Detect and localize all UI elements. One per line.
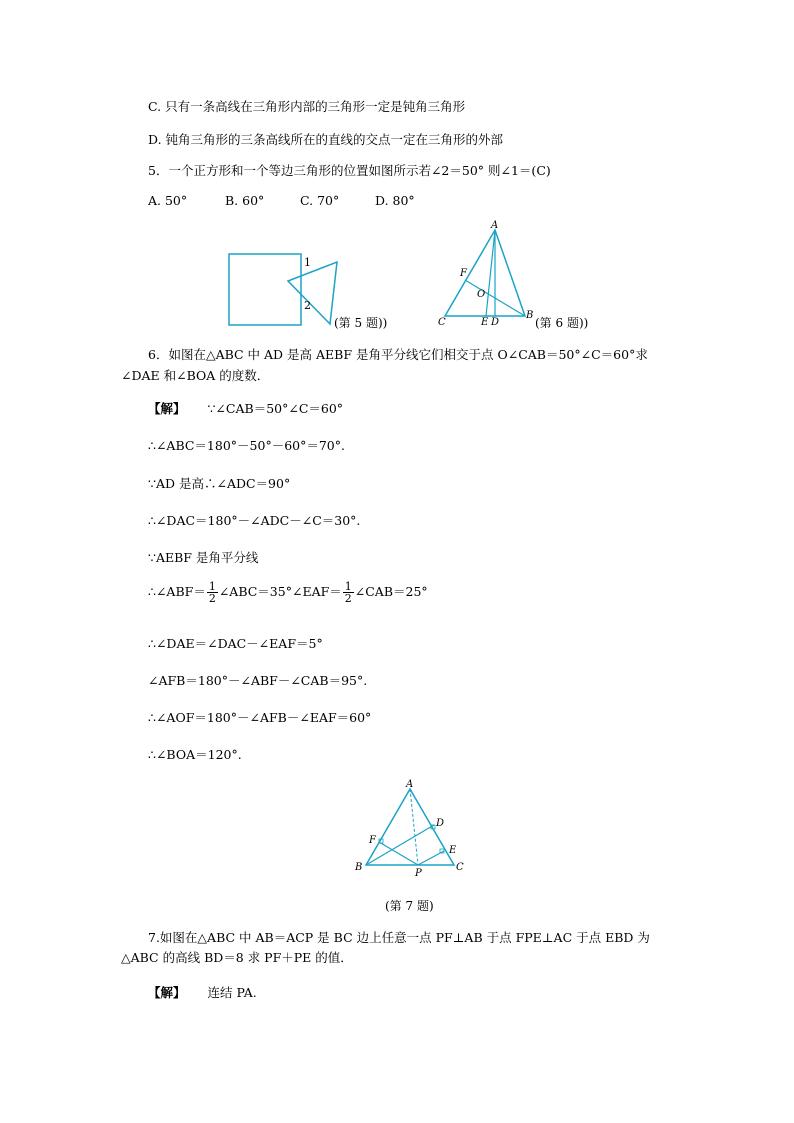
label-c: C [456, 862, 464, 873]
label-f: F [460, 268, 467, 279]
option-c: C. 只有一条高线在三角形内部的三角形一定是钝角三角形 [148, 99, 466, 114]
label-c: C [438, 317, 446, 328]
step-6-part-c: ∠CAB＝25° [354, 584, 428, 599]
figure-7 [352, 777, 472, 877]
question-5: 5．一个正方形和一个等边三角形的位置如图所示若∠2＝50° 则∠1＝(C) [148, 163, 551, 178]
question-6-line-1: 6．如图在△ABC 中 AD 是高 AEBF 是角平分线它们相交于点 O∠CAB＝50°∠C＝60°求 [148, 347, 648, 362]
figure-7-caption: (第 7 题) [385, 899, 434, 913]
label-b: B [355, 862, 363, 873]
solution-7-tag: 【解】 [148, 985, 186, 1000]
choice-c: C. 70° [300, 193, 340, 208]
choice-a: A. 50° [148, 193, 188, 208]
figure-6 [430, 218, 540, 333]
question-5-choices [148, 193, 415, 208]
solution-step-4: ∴∠DAC＝180°－∠ADC－∠C＝30°. [148, 513, 361, 528]
altitude-bd [366, 825, 434, 865]
fraction-denominator: 2 [208, 592, 216, 605]
solution-7 [148, 983, 257, 1001]
question-6-line-2: ∠DAE 和∠BOA 的度数． [121, 368, 270, 383]
solution-tag: 【解】 [148, 401, 186, 416]
triangle-shape [288, 262, 337, 324]
choice-b: B. 60° [225, 193, 265, 208]
square-shape [229, 254, 301, 325]
solution-step-7: ∴∠DAE＝∠DAC－∠EAF＝5° [148, 636, 323, 651]
label-e: E [481, 317, 489, 328]
label-b: B [526, 310, 534, 321]
solution-step-1: ∵∠CAB＝50°∠C＝60° [207, 401, 344, 416]
fraction-half [207, 581, 218, 604]
solution-step-6 [148, 581, 428, 604]
solution-step-10: ∴∠BOA＝120°. [148, 747, 242, 762]
label-d: D [491, 317, 500, 328]
fraction-numerator: 1 [208, 580, 216, 593]
label-d: D [436, 818, 445, 829]
label-a: A [491, 220, 499, 231]
fraction-denominator-2: 2 [344, 592, 352, 605]
angle-1-label: 1 [304, 256, 311, 269]
option-d: D. 钝角三角形的三条高线所在的直线的交点一定在三角形的外部 [148, 132, 504, 147]
question-7-line-2: △ABC 的高线 BD＝8 求 PF＋PE 的值． [121, 950, 353, 965]
step-6-part-b: ∠ABC＝35°∠EAF＝ [218, 584, 342, 599]
solution-step-2: ∴∠ABC＝180°－50°－60°＝70°. [148, 438, 345, 453]
label-a: A [406, 779, 414, 790]
solution-7-step: 连结 PA. [207, 985, 257, 1000]
solution-step-8: ∠AFB＝180°－∠ABF－∠CAB＝95°. [148, 673, 368, 688]
triangle-abc [445, 230, 525, 316]
angle-2-label: 2 [304, 299, 311, 312]
label-o: O [477, 289, 486, 300]
label-e: E [449, 845, 457, 856]
solution-step-9: ∴∠AOF＝180°－∠AFB－∠EAF＝60° [148, 710, 372, 725]
step-6-part-a: ∴∠ABF＝ [148, 584, 206, 599]
figure-5-caption: (第 5 题)) [334, 316, 388, 330]
solution-6-first-line [148, 399, 343, 417]
solution-step-5: ∵AEBF 是角平分线 [148, 550, 259, 565]
fraction-numerator-2: 1 [344, 580, 352, 593]
label-p: P [415, 868, 422, 877]
choice-d: D. 80° [375, 193, 415, 208]
figure-5 [222, 248, 352, 338]
figure-6-caption: (第 6 题)) [535, 316, 589, 330]
fraction-half-2 [343, 581, 354, 604]
solution-step-3: ∵AD 是高∴∠ADC＝90° [148, 476, 291, 491]
question-7-line-1: 7.如图在△ABC 中 AB＝ACP 是 BC 边上任意一点 PF⊥AB 于点 FPE⊥AC 于点 EBD 为 [148, 930, 650, 945]
label-f: F [369, 835, 376, 846]
